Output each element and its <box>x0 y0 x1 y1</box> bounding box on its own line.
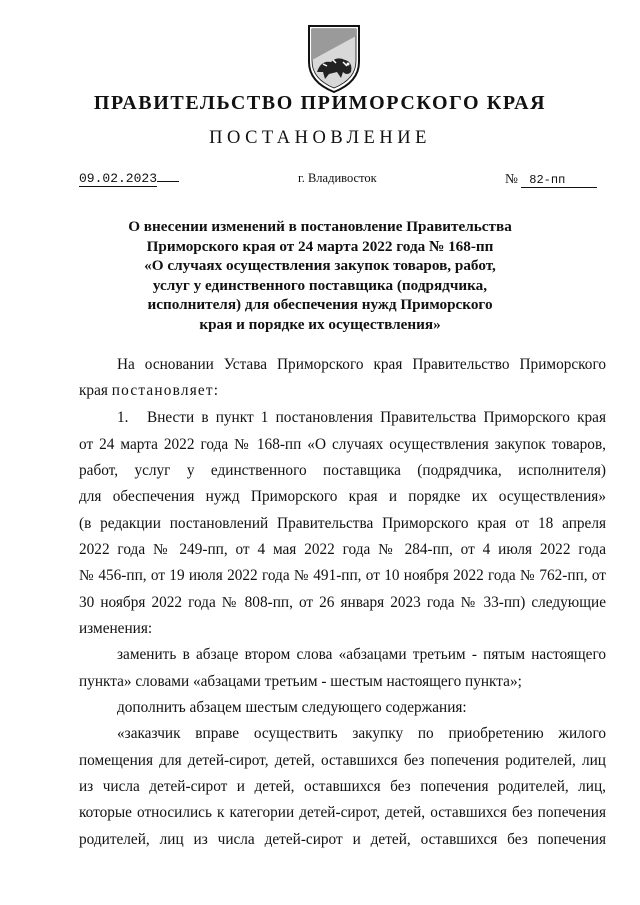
body-line: На основании Устава Приморского края Правительство Приморского <box>117 356 606 373</box>
document-number-value: 82-пп <box>521 173 597 188</box>
item-number: 1. <box>117 409 129 426</box>
coat-of-arms-emblem <box>303 22 365 94</box>
body-line: пункта» словами «абзацами третьим - шестым настоящего пункта»; <box>79 673 522 690</box>
text-span-spaced: постановляет: <box>111 382 220 399</box>
body-line: помещения для детей-сирот, детей, оставшихся без попечения родителей, лиц <box>79 752 606 769</box>
document-date <box>79 171 179 186</box>
document-type: ПОСТАНОВЛЕНИЕ <box>209 128 431 148</box>
heading-line: Приморского края от 24 марта 2022 года № 168-пп <box>146 237 494 255</box>
body-line: № 456-пп, от 19 июля 2022 года № 491-пп, от 10 ноября 2022 года № 762-пп, от <box>79 567 606 584</box>
heading-line: О внесении изменений в постановление Правительства <box>128 218 512 235</box>
body-line <box>79 382 606 400</box>
body-line: 2022 года № 249-пп, от 4 мая 2022 года № 284-пп, от 4 июля 2022 года <box>79 541 606 558</box>
body-line: Внести в пункт 1 постановления Правительства Приморского края <box>147 409 606 426</box>
government-title: ПРАВИТЕЛЬСТВО ПРИМОРСКОГО КРАЯ <box>93 92 547 114</box>
body-line: (в редакции постановлений Правительства Приморского края от 18 апреля <box>79 515 606 532</box>
document-heading <box>100 217 540 334</box>
body-line: «заказчик вправе осуществить закупку по приобретению жилого <box>117 725 606 742</box>
body-line: 30 ноября 2022 года № 808-пп, от 26 января 2023 года № 33-пп) следующие <box>79 594 606 611</box>
body-line: работ, услуг у единственного поставщика (подрядчика, исполнителя) <box>79 462 606 479</box>
heading-line: края и порядке их осуществления» <box>199 315 441 333</box>
body-line: которые относились к категории детей-сирот, детей, оставшихся без попечения <box>79 804 606 821</box>
body-line: из числа детей-сирот и детей, оставшихся без попечения родителей, лиц, <box>79 778 606 795</box>
body-line: заменить в абзаце втором слова «абзацами третьим - пятым настоящего <box>117 646 606 663</box>
document-date-value: 09.02.2023 <box>79 171 158 186</box>
heading-line: «О случаях осуществления закупок товаров, работ, <box>144 257 496 274</box>
text-span: края <box>79 382 112 399</box>
heading-line: услуг у единственного поставщика (подрядчика, <box>152 276 488 294</box>
number-sign: № <box>505 171 518 186</box>
heading-line: исполнителя) для обеспечения нужд Приморского <box>147 296 493 313</box>
body-line: родителей, лиц из числа детей-сирот и детей, оставшихся без попечения <box>79 831 606 848</box>
body-line: для обеспечения нужд Приморского края и порядке их осуществления» <box>79 488 606 505</box>
document-number <box>505 171 597 188</box>
date-underline <box>157 181 179 182</box>
document-city: г. Владивосток <box>298 171 377 185</box>
body-line: от 24 марта 2022 года № 168-пп «О случаях осуществления закупок товаров, <box>79 436 606 453</box>
body-line: изменения: <box>79 620 153 637</box>
body-line: дополнить абзацем шестым следующего содержания: <box>117 699 467 716</box>
